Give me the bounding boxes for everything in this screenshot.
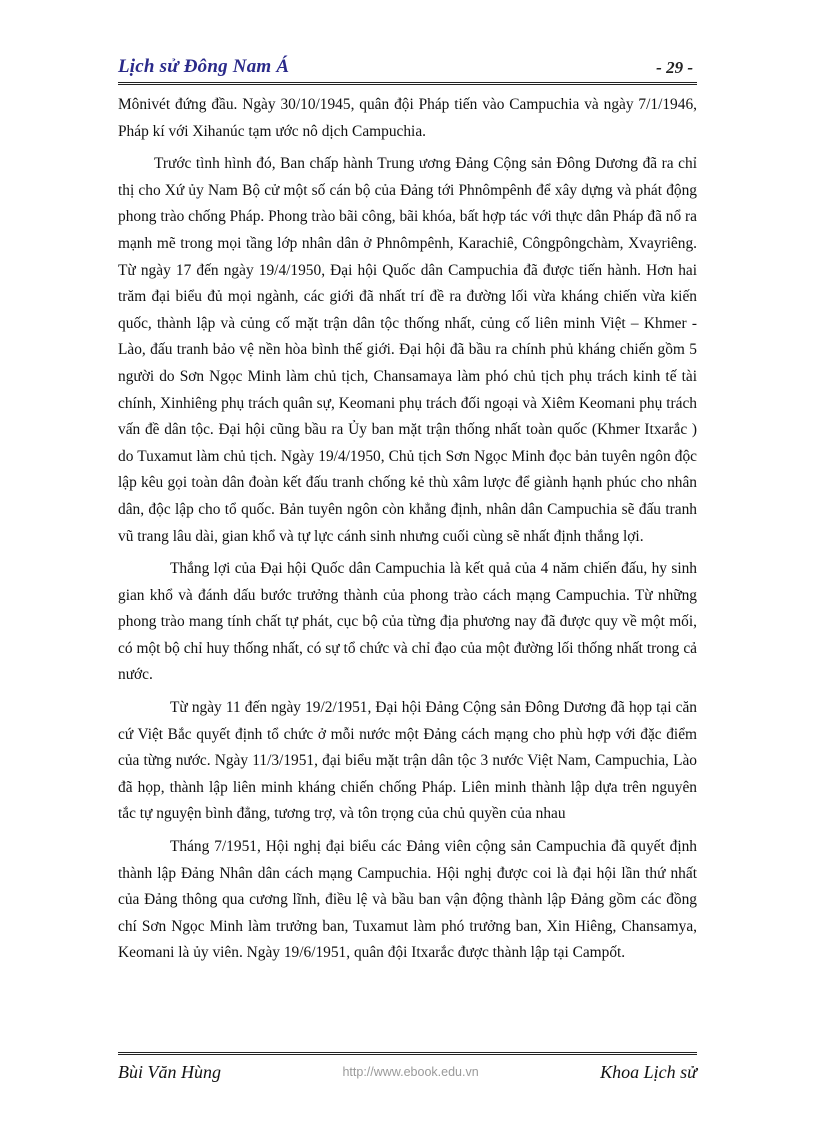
paragraph-continuation: Mônivét đứng đầu. Ngày 30/10/1945, quân đội Pháp tiến vào Campuchia và ngày 7/1/1946, Pháp kí với Xihanúc tạm ước nô dịch Campuchia. bbox=[118, 96, 697, 140]
paragraph-victory-significance: Thắng lợi của Đại hội Quốc dân Campuchia là kết quả của 4 năm chiến đấu, hy sinh gian khổ và đánh dấu bước trưởng thành của phong trào cách mạng Campuchia. Từ những phong trào mang tính chất tự phát, cục bộ của từng địa phương nay đã được quy về một mối, có một bộ chỉ huy thống nhất, có sự tổ chức và chỉ đạo của một đường lối thống nhất trong cả nước. bbox=[118, 560, 697, 684]
footer-department: Khoa Lịch sử bbox=[600, 1061, 697, 1082]
page-footer bbox=[118, 1052, 697, 1089]
paragraph-khmer-party-founding: Tháng 7/1951, Hội nghị đại biểu các Đảng viên cộng sản Campuchia đã quyết định thành lập Đảng Nhân dân cách mạng Campuchia. Hội nghị được coi là đại hội lần thứ nhất của Đảng thông qua cương lĩnh, điều lệ và bầu ban vận động thành lập Đảng gồm các đồng chí Sơn Ngọc Minh làm trưởng ban, Tuxamut làm phó trưởng ban, Xin Hiêng, Chansamya, Keomani là ủy viên. Ngày 19/6/1951, quân đội Itxarắc được thành lập tại Campốt. bbox=[118, 838, 697, 962]
running-title: Lịch sử Đông Nam Á bbox=[118, 56, 290, 77]
footer-url: http://www.ebook.edu.vn bbox=[342, 1065, 479, 1079]
page-header bbox=[118, 48, 697, 85]
paragraph-congress-1950: Trước tình hình đó, Ban chấp hành Trung ương Đảng Cộng sản Đông Dương đã ra chỉ thị cho Xứ ủy Nam Bộ cử một số cán bộ của Đảng tới Phnômpênh để xây dựng và phát động phong trào chống Pháp. Phong trào bãi công, bãi khóa, bất hợp tác với thực dân Pháp đã nổ ra mạnh mẽ trong mọi tầng lớp nhân dân ở Phnômpênh, Karachiê, Côngpôngchàm, Xvayriêng. Từ ngày 17 đến ngày 19/4/1950, Đại hội Quốc dân Campuchia đã được tiến hành. Hơn hai trăm đại biểu đủ mọi ngành, các giới đã nhất trí đề ra đường lối vừa kháng chiến vừa kiến quốc, thành lập và củng cố mặt trận dân tộc thống nhất, củng cố liên minh Việt – Khmer - Lào, đấu tranh bảo vệ nền hòa bình thế giới. Đại hội đã bầu ra chính phủ kháng chiến gồm 5 người do Sơn Ngọc Minh làm chủ tịch, Chansamaya làm phó chủ tịch phụ trách kinh tế tài chính, Xinhiêng phụ trách quân sự, Keomani phụ trách đối ngoại và Xiêm Keomani phụ trách vấn đề dân tộc. Đại hội cũng bầu ra Ủy ban mặt trận thống nhất toàn quốc (Khmer Itxarắc ) do Tuxamut làm chủ tịch. Ngày 19/4/1950, Chủ tịch Sơn Ngọc Minh đọc bản tuyên ngôn độc lập kêu gọi toàn dân đoàn kết đấu tranh chống kẻ thù xâm lược để giành hạnh phúc cho nhân dân, độc lập cho tổ quốc. Bản tuyên ngôn còn khẳng định, nhân dân Campuchia sẽ đấu tranh vũ trang lâu dài, gian khổ và tự lực cánh sinh nhưng cuối cùng sẽ nhất định thắng lợi. bbox=[118, 155, 697, 545]
document-body bbox=[118, 92, 697, 973]
paragraph-indochina-party-congress: Từ ngày 11 đến ngày 19/2/1951, Đại hội Đảng Cộng sản Đông Dương đã họp tại căn cứ Việt Bắc quyết định tổ chức ở mỗi nước một Đảng cách mạng cho phù hợp với đặc điểm của từng nước. Ngày 11/3/1951, đại biểu mặt trận dân tộc 3 nước Việt Nam, Campuchia, Lào đã họp, thành lập liên minh kháng chiến chống Pháp. Liên minh thành lập dựa trên nguyên tắc tự nguyện bình đẳng, tương trợ, và tôn trọng của chủ quyền của nhau bbox=[118, 699, 697, 823]
page-number: - 29 - bbox=[656, 58, 693, 77]
footer-author: Bùi Văn Hùng bbox=[118, 1061, 221, 1082]
